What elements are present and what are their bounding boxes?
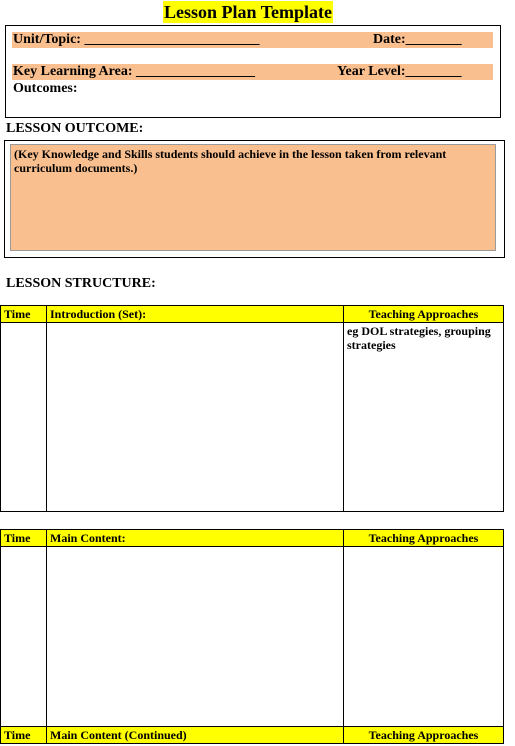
outcomes-field[interactable]: Outcomes: (13, 81, 78, 96)
teaching-approaches-header: Teaching Approaches (344, 727, 504, 744)
key-learning-area-field[interactable]: Key Learning Area: _________________ (13, 64, 256, 79)
lesson-outcome-heading: LESSON OUTCOME: (6, 121, 144, 136)
main-content-header: Main Content: (47, 530, 344, 547)
year-level-field[interactable]: Year Level:________ (337, 64, 462, 79)
teaching-approaches-cell[interactable] (344, 547, 504, 727)
table-row (1, 547, 504, 727)
time-header: Time (1, 306, 47, 323)
time-cell[interactable] (1, 323, 47, 512)
main-content-continued-header: Main Content (Continued) (47, 727, 344, 744)
table-header-row (1, 727, 504, 744)
table-header-row (1, 530, 504, 547)
teaching-approaches-cell[interactable]: eg DOL strategies, grouping strategies (344, 323, 504, 512)
kla-year-row (12, 64, 493, 80)
unit-topic-field[interactable]: Unit/Topic: _________________________ (13, 32, 260, 47)
table-row (1, 323, 504, 512)
table-header-row (1, 306, 504, 323)
main-content-table (0, 529, 504, 744)
date-field[interactable]: Date:________ (373, 32, 462, 47)
introduction-header: Introduction (Set): (47, 306, 344, 323)
lesson-structure-heading: LESSON STRUCTURE: (6, 276, 156, 291)
lesson-outcome-text[interactable]: (Key Knowledge and Skills students should achieve in the lesson taken from relevant curriculum documents.) (10, 144, 496, 251)
introduction-cell[interactable] (47, 323, 344, 512)
lesson-outcome-box (4, 140, 505, 258)
time-header: Time (1, 530, 47, 547)
teaching-approaches-header: Teaching Approaches (344, 306, 504, 323)
lesson-info-box (5, 25, 501, 118)
time-header: Time (1, 727, 47, 744)
page-title: Lesson Plan Template (164, 2, 333, 22)
unit-date-row (12, 32, 493, 48)
introduction-table (0, 305, 504, 512)
main-content-cell[interactable] (47, 547, 344, 727)
time-cell[interactable] (1, 547, 47, 727)
teaching-approaches-header: Teaching Approaches (344, 530, 504, 547)
